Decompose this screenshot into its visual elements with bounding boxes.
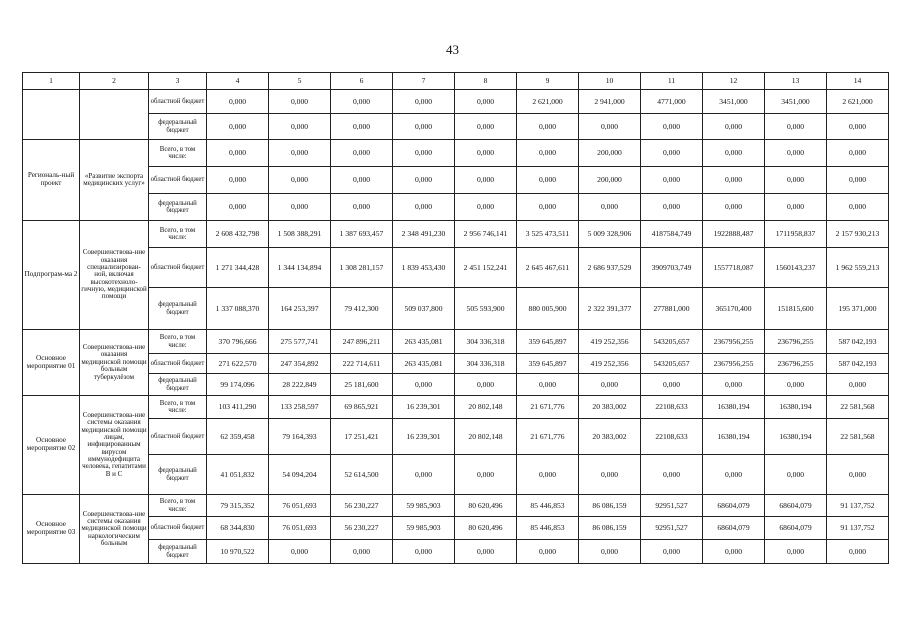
amount-cell: 59 985,903 [393,517,455,540]
amount-cell: 0,000 [517,114,579,140]
header-row [23,73,889,90]
amount-cell: 68604,079 [703,495,765,517]
amount-cell: 0,000 [765,194,827,221]
amount-cell: 3909703,749 [641,248,703,288]
amount-cell: 304 336,318 [455,354,517,374]
amount-cell: 2 621,000 [827,90,889,114]
amount-cell: 0,000 [393,167,455,194]
amount-cell: 0,000 [207,140,269,167]
table-row [23,140,889,167]
amount-cell: 4771,000 [641,90,703,114]
amount-cell: 0,000 [827,540,889,564]
amount-cell: 365170,400 [703,288,765,330]
column-header: 5 [269,73,331,90]
amount-cell: 200,000 [579,167,641,194]
column-header: 1 [23,73,80,90]
amount-cell: 22 581,568 [827,396,889,419]
amount-cell: 2 686 937,529 [579,248,641,288]
amount-cell: 80 620,496 [455,495,517,517]
amount-cell: 4187584,749 [641,221,703,248]
amount-cell: 247 354,892 [269,354,331,374]
amount-cell: 195 371,000 [827,288,889,330]
program-level-cell: Подпрограм-ма 2 [23,221,80,330]
column-header: 2 [80,73,149,90]
amount-cell: 21 671,776 [517,396,579,419]
amount-cell: 76 051,693 [269,517,331,540]
amount-cell: 20 802,148 [455,396,517,419]
funding-source-cell: областной бюджет [149,90,207,114]
amount-cell: 0,000 [579,114,641,140]
amount-cell: 92951,527 [641,517,703,540]
amount-cell: 0,000 [207,90,269,114]
amount-cell: 304 336,318 [455,330,517,354]
amount-cell: 20 383,002 [579,419,641,455]
funding-source-cell: федеральный бюджет [149,288,207,330]
amount-cell: 0,000 [269,167,331,194]
funding-source-cell: Всего, в том числе: [149,140,207,167]
amount-cell: 0,000 [641,140,703,167]
amount-cell: 1 308 281,157 [331,248,393,288]
amount-cell: 20 802,148 [455,419,517,455]
amount-cell: 0,000 [269,114,331,140]
amount-cell: 16 239,301 [393,419,455,455]
funding-source-cell: областной бюджет [149,517,207,540]
amount-cell: 80 620,496 [455,517,517,540]
funding-source-cell: областной бюджет [149,167,207,194]
amount-cell: 0,000 [517,167,579,194]
table-row [23,90,889,114]
amount-cell: 22108,633 [641,396,703,419]
amount-cell: 16380,194 [765,419,827,455]
amount-cell: 2 941,000 [579,90,641,114]
amount-cell: 99 174,096 [207,374,269,396]
amount-cell: 0,000 [579,194,641,221]
amount-cell: 3451,000 [765,90,827,114]
amount-cell: 880 005,900 [517,288,579,330]
amount-cell: 0,000 [703,194,765,221]
funding-source-cell: федеральный бюджет [149,540,207,564]
program-level-cell [23,90,80,140]
amount-cell: 68604,079 [765,495,827,517]
amount-cell: 76 051,693 [269,495,331,517]
column-header: 3 [149,73,207,90]
amount-cell: 0,000 [207,194,269,221]
amount-cell: 91 137,752 [827,517,889,540]
amount-cell: 505 593,900 [455,288,517,330]
budget-table [22,72,889,564]
funding-source-cell: федеральный бюджет [149,114,207,140]
amount-cell: 236796,255 [765,330,827,354]
amount-cell: 0,000 [455,374,517,396]
amount-cell: 79 315,352 [207,495,269,517]
amount-cell: 2 451 152,241 [455,248,517,288]
column-header: 6 [331,73,393,90]
amount-cell: 2367956,255 [703,330,765,354]
amount-cell: 16380,194 [765,396,827,419]
amount-cell: 0,000 [393,374,455,396]
column-header: 9 [517,73,579,90]
amount-cell: 1557718,087 [703,248,765,288]
amount-cell: 22 581,568 [827,419,889,455]
amount-cell: 1 337 088,370 [207,288,269,330]
amount-cell: 1922888,487 [703,221,765,248]
table-row [23,396,889,419]
amount-cell: 0,000 [579,374,641,396]
amount-cell: 59 985,903 [393,495,455,517]
amount-cell: 0,000 [455,90,517,114]
column-header: 10 [579,73,641,90]
amount-cell: 92951,527 [641,495,703,517]
table-row [23,330,889,354]
amount-cell: 0,000 [269,140,331,167]
amount-cell: 0,000 [517,374,579,396]
amount-cell: 0,000 [579,455,641,495]
funding-source-cell: Всего, в том числе: [149,396,207,419]
table-row [23,419,889,455]
table-row [23,455,889,495]
amount-cell: 0,000 [455,114,517,140]
column-header: 14 [827,73,889,90]
amount-cell: 1 508 388,291 [269,221,331,248]
amount-cell: 2 348 491,230 [393,221,455,248]
amount-cell: 0,000 [207,167,269,194]
amount-cell: 0,000 [765,374,827,396]
amount-cell: 2 322 391,377 [579,288,641,330]
amount-cell: 85 446,853 [517,517,579,540]
program-level-cell: Основное мероприятие 01 [23,330,80,396]
amount-cell: 0,000 [827,374,889,396]
amount-cell: 16380,194 [703,396,765,419]
amount-cell: 0,000 [765,140,827,167]
amount-cell: 0,000 [393,540,455,564]
amount-cell: 1711958,837 [765,221,827,248]
amount-cell: 0,000 [765,167,827,194]
amount-cell: 370 796,666 [207,330,269,354]
program-title-cell: Совершенствова-ние оказания медицинской помощи больным туберкулёзом [80,330,149,396]
amount-cell: 0,000 [827,140,889,167]
funding-source-cell: федеральный бюджет [149,455,207,495]
amount-cell: 0,000 [269,194,331,221]
amount-cell: 0,000 [455,194,517,221]
amount-cell: 0,000 [269,90,331,114]
amount-cell: 0,000 [641,114,703,140]
amount-cell: 1 839 453,430 [393,248,455,288]
amount-cell: 2 956 746,141 [455,221,517,248]
amount-cell: 419 252,356 [579,330,641,354]
amount-cell: 0,000 [517,194,579,221]
amount-cell: 0,000 [641,194,703,221]
amount-cell: 0,000 [331,114,393,140]
amount-cell: 271 622,570 [207,354,269,374]
amount-cell: 2367956,255 [703,354,765,374]
amount-cell: 263 435,081 [393,354,455,374]
amount-cell: 0,000 [331,140,393,167]
program-level-cell: Основное мероприятие 02 [23,396,80,495]
amount-cell: 0,000 [703,140,765,167]
program-level-cell: Региональ-ный проект [23,140,80,221]
amount-cell: 587 042,193 [827,330,889,354]
program-title-cell [80,90,149,140]
amount-cell: 0,000 [331,194,393,221]
amount-cell: 86 086,159 [579,495,641,517]
amount-cell: 277881,000 [641,288,703,330]
amount-cell: 10 970,522 [207,540,269,564]
table-row [23,167,889,194]
amount-cell: 41 051,832 [207,455,269,495]
amount-cell: 56 230,227 [331,495,393,517]
amount-cell: 79 412,300 [331,288,393,330]
program-title-cell: Совершенствова-ние системы оказания медицинской помощи наркологическим больным [80,495,149,564]
amount-cell: 247 896,211 [331,330,393,354]
amount-cell: 56 230,227 [331,517,393,540]
amount-cell: 1 962 559,213 [827,248,889,288]
amount-cell: 0,000 [703,455,765,495]
amount-cell: 85 446,853 [517,495,579,517]
program-title-cell: Совершенствова-ние оказания специализирован-ной, включая высокотехноло-гичную, медицинской помощи [80,221,149,330]
table-row [23,288,889,330]
amount-cell: 0,000 [517,455,579,495]
table-row [23,194,889,221]
funding-source-cell: федеральный бюджет [149,194,207,221]
amount-cell: 3451,000 [703,90,765,114]
amount-cell: 222 714,611 [331,354,393,374]
amount-cell: 0,000 [455,540,517,564]
amount-cell: 0,000 [765,540,827,564]
amount-cell: 543205,657 [641,330,703,354]
amount-cell: 0,000 [579,540,641,564]
table-row [23,517,889,540]
funding-source-cell: областной бюджет [149,419,207,455]
amount-cell: 0,000 [393,140,455,167]
amount-cell: 275 577,741 [269,330,331,354]
amount-cell: 20 383,002 [579,396,641,419]
amount-cell: 0,000 [641,540,703,564]
amount-cell: 91 137,752 [827,495,889,517]
amount-cell: 0,000 [455,167,517,194]
amount-cell: 0,000 [517,140,579,167]
amount-cell: 28 222,849 [269,374,331,396]
program-title-cell: Совершенствова-ние системы оказания медицинской помощи лицам, инфицированным вирусом иммунодефицита человека, гепатитами В и С [80,396,149,495]
amount-cell: 0,000 [331,90,393,114]
amount-cell: 419 252,356 [579,354,641,374]
amount-cell: 0,000 [331,540,393,564]
amount-cell: 0,000 [393,114,455,140]
amount-cell: 0,000 [703,167,765,194]
program-level-cell: Основное мероприятие 03 [23,495,80,564]
amount-cell: 0,000 [827,167,889,194]
amount-cell: 69 865,921 [331,396,393,419]
amount-cell: 587 042,193 [827,354,889,374]
amount-cell: 151815,600 [765,288,827,330]
amount-cell: 54 094,204 [269,455,331,495]
amount-cell: 2 157 930,213 [827,221,889,248]
table-body [23,90,889,564]
amount-cell: 25 181,600 [331,374,393,396]
page-number: 43 [446,42,459,57]
column-header: 11 [641,73,703,90]
program-title-cell: «Развитие экспорта медицинских услуг» [80,140,149,221]
amount-cell: 17 251,421 [331,419,393,455]
funding-source-cell: федеральный бюджет [149,374,207,396]
amount-cell: 133 258,597 [269,396,331,419]
table-row [23,354,889,374]
column-header: 8 [455,73,517,90]
amount-cell: 1 344 134,894 [269,248,331,288]
table-row [23,114,889,140]
column-header: 4 [207,73,269,90]
amount-cell: 0,000 [703,114,765,140]
amount-cell: 0,000 [641,455,703,495]
funding-source-cell: областной бюджет [149,354,207,374]
amount-cell: 5 009 328,906 [579,221,641,248]
funding-source-cell: Всего, в том числе: [149,221,207,248]
column-header: 7 [393,73,455,90]
amount-cell: 68 344,830 [207,517,269,540]
amount-cell: 0,000 [455,140,517,167]
amount-cell: 2 621,000 [517,90,579,114]
amount-cell: 0,000 [827,455,889,495]
amount-cell: 0,000 [517,540,579,564]
table-row [23,248,889,288]
amount-cell: 0,000 [393,455,455,495]
amount-cell: 1560143,237 [765,248,827,288]
amount-cell: 103 411,290 [207,396,269,419]
amount-cell: 62 359,458 [207,419,269,455]
amount-cell: 0,000 [393,194,455,221]
amount-cell: 263 435,081 [393,330,455,354]
amount-cell: 359 645,897 [517,354,579,374]
amount-cell: 0,000 [393,90,455,114]
amount-cell: 0,000 [827,114,889,140]
amount-cell: 21 671,776 [517,419,579,455]
amount-cell: 1 387 693,457 [331,221,393,248]
amount-cell: 2 608 432,798 [207,221,269,248]
amount-cell: 543205,657 [641,354,703,374]
amount-cell: 200,000 [579,140,641,167]
amount-cell: 164 253,397 [269,288,331,330]
amount-cell: 0,000 [765,455,827,495]
amount-cell: 3 525 473,511 [517,221,579,248]
table-row [23,540,889,564]
amount-cell: 16380,194 [703,419,765,455]
funding-source-cell: Всего, в том числе: [149,330,207,354]
amount-cell: 0,000 [641,374,703,396]
amount-cell: 52 614,500 [331,455,393,495]
amount-cell: 79 164,393 [269,419,331,455]
amount-cell: 0,000 [703,540,765,564]
amount-cell: 68604,079 [703,517,765,540]
amount-cell: 86 086,159 [579,517,641,540]
column-header: 12 [703,73,765,90]
funding-source-cell: областной бюджет [149,248,207,288]
amount-cell: 1 271 344,428 [207,248,269,288]
amount-cell: 0,000 [765,114,827,140]
amount-cell: 2 645 467,611 [517,248,579,288]
amount-cell: 236796,255 [765,354,827,374]
table-row [23,495,889,517]
amount-cell: 0,000 [641,167,703,194]
table-row [23,374,889,396]
funding-source-cell: Всего, в том числе: [149,495,207,517]
table-row [23,221,889,248]
amount-cell: 0,000 [827,194,889,221]
amount-cell: 509 037,800 [393,288,455,330]
amount-cell: 16 239,301 [393,396,455,419]
amount-cell: 0,000 [703,374,765,396]
amount-cell: 0,000 [207,114,269,140]
amount-cell: 0,000 [269,540,331,564]
amount-cell: 0,000 [455,455,517,495]
amount-cell: 68604,079 [765,517,827,540]
column-header: 13 [765,73,827,90]
amount-cell: 359 645,897 [517,330,579,354]
amount-cell: 0,000 [331,167,393,194]
amount-cell: 22108,633 [641,419,703,455]
